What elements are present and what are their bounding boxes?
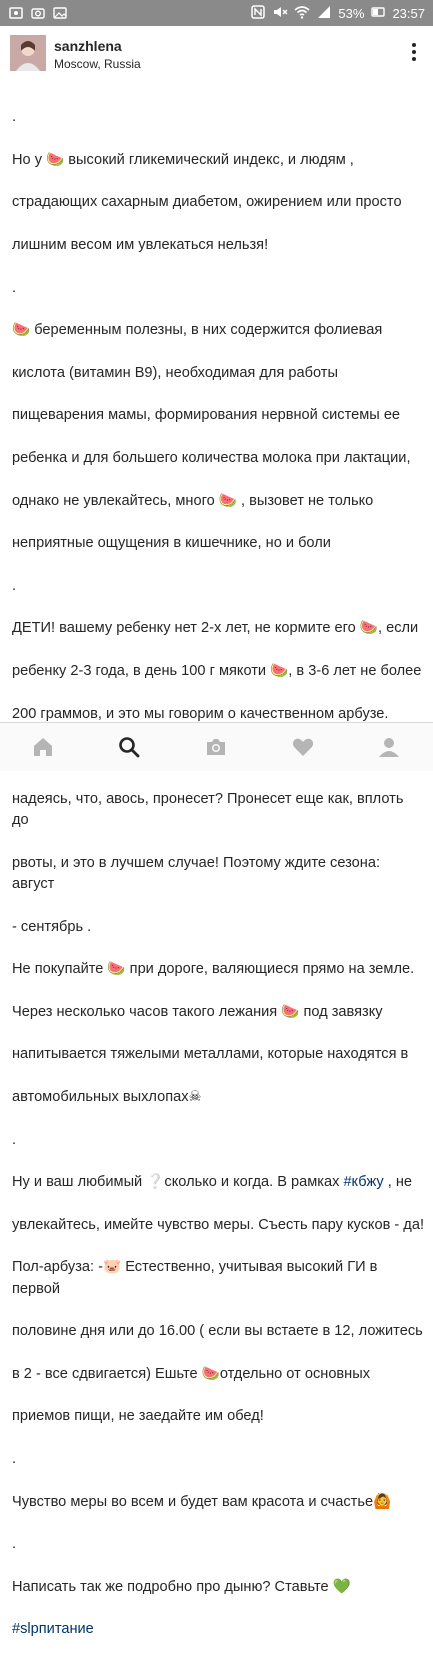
caption-line: Написать так же подробно про дыню? Ставьте 💚 <box>12 1578 351 1595</box>
caption-line: надеясь, что, авось, пронесет? Пронесет еще как, вплоть до <box>12 790 404 829</box>
caption-line: Не покупайте 🍉 при дороге, валяющиеся прямо на земле. <box>12 961 415 978</box>
camera-icon <box>30 5 46 24</box>
gallery-icon <box>52 5 68 24</box>
caption-line: рвоты, и это в лучшем случае! Поэтому ждите сезона: август <box>12 854 380 892</box>
location[interactable]: Moscow, Russia <box>54 57 141 71</box>
username[interactable]: sanzhlena <box>54 38 122 54</box>
signal-icon <box>316 4 332 23</box>
caption-line: . <box>12 279 17 296</box>
caption-line: 🍉 беременным полезны, в них содержится фолиевая <box>12 322 383 339</box>
caption-line: . <box>12 1451 17 1467</box>
caption-line: . <box>12 1131 17 1148</box>
home-icon[interactable] <box>31 735 55 759</box>
clock-time: 23:57 <box>392 6 425 21</box>
caption-line: - сентябрь . <box>12 918 92 935</box>
caption-line: неприятные ощущения в кишечнике, но и боли <box>12 535 331 552</box>
caption-line: лишним весом им увлекаться нельзя! <box>12 237 269 254</box>
caption-line: приемов пищи, не заедайте им обед! <box>12 1408 264 1425</box>
camera-icon[interactable] <box>204 735 228 759</box>
caption-line: увлекайтесь, имейте чувство меры. Съесть пару кусков - да! <box>12 1216 424 1233</box>
caption-line: Но у 🍉 высокий гликемический индекс, и людям , <box>12 151 354 168</box>
search-icon[interactable] <box>117 735 141 759</box>
caption-line: напитывается тяжелыми металлами, которые находятся в <box>12 1046 409 1063</box>
status-bar <box>0 0 433 26</box>
caption-line: ребенку 2-3 года, в день 100 г мякоти 🍉, в 3-6 лет не более <box>12 663 422 680</box>
caption-line: Через несколько часов такого лежания 🍉 под завязку <box>12 1003 383 1020</box>
caption-line: Ну и ваш любимый ❔сколько и когда. В рамках #кбжу , не <box>12 1174 413 1191</box>
caption-line: 200 граммов, и это мы говорим о качественном арбузе. <box>12 705 389 722</box>
more-options-icon[interactable] <box>411 42 417 67</box>
caption-line: автомобильных выхлопах☠ <box>12 1088 202 1105</box>
post-caption <box>12 86 424 1662</box>
caption-line: кислота (витамин В9), необходимая для работы <box>12 364 338 381</box>
caption-line: страдающих сахарным диабетом, ожирением или просто <box>12 194 402 211</box>
wifi-icon <box>294 4 310 23</box>
avatar[interactable] <box>10 35 46 71</box>
mute-icon <box>272 4 288 23</box>
caption-line: ДЕТИ! вашему ребенку нет 2-х лет, не кормите его 🍉, если <box>12 620 419 637</box>
nfc-icon <box>250 4 266 23</box>
profile-icon[interactable] <box>377 735 401 759</box>
caption-line: . <box>12 109 17 126</box>
caption-line: ребенка и для большего количества молока при лактации, <box>12 450 411 467</box>
caption-line: пищеварения мамы, формирования нервной системы ее <box>12 407 401 424</box>
caption-line: в 2 - все сдвигается) Ешьте 🍉отдельно от основных <box>12 1365 371 1382</box>
post-header <box>0 26 433 82</box>
caption-line: Пол-арбуза: -🐷 Естественно, учитывая высокий ГИ в первой <box>12 1259 378 1297</box>
caption-line: Чувство меры во всем и будет вам красота и счастье🙆 <box>12 1493 392 1510</box>
caption-line: половине дня или до 16.00 ( если вы встаете в 12, ложитесь <box>12 1323 423 1340</box>
caption-line: . <box>12 1536 17 1553</box>
heart-icon[interactable] <box>291 735 315 759</box>
hashtag-link[interactable]: #кбжу <box>343 1174 384 1191</box>
battery-icon <box>370 4 386 23</box>
notification-icon <box>8 5 24 24</box>
battery-percent: 53% <box>338 6 365 21</box>
caption-line: . <box>12 577 17 594</box>
caption-line: однако не увлекайтесь, много 🍉 , вызовет не только <box>12 492 374 509</box>
bottom-nav <box>0 722 433 771</box>
hashtag-link[interactable]: #slpпитание <box>12 1621 94 1638</box>
